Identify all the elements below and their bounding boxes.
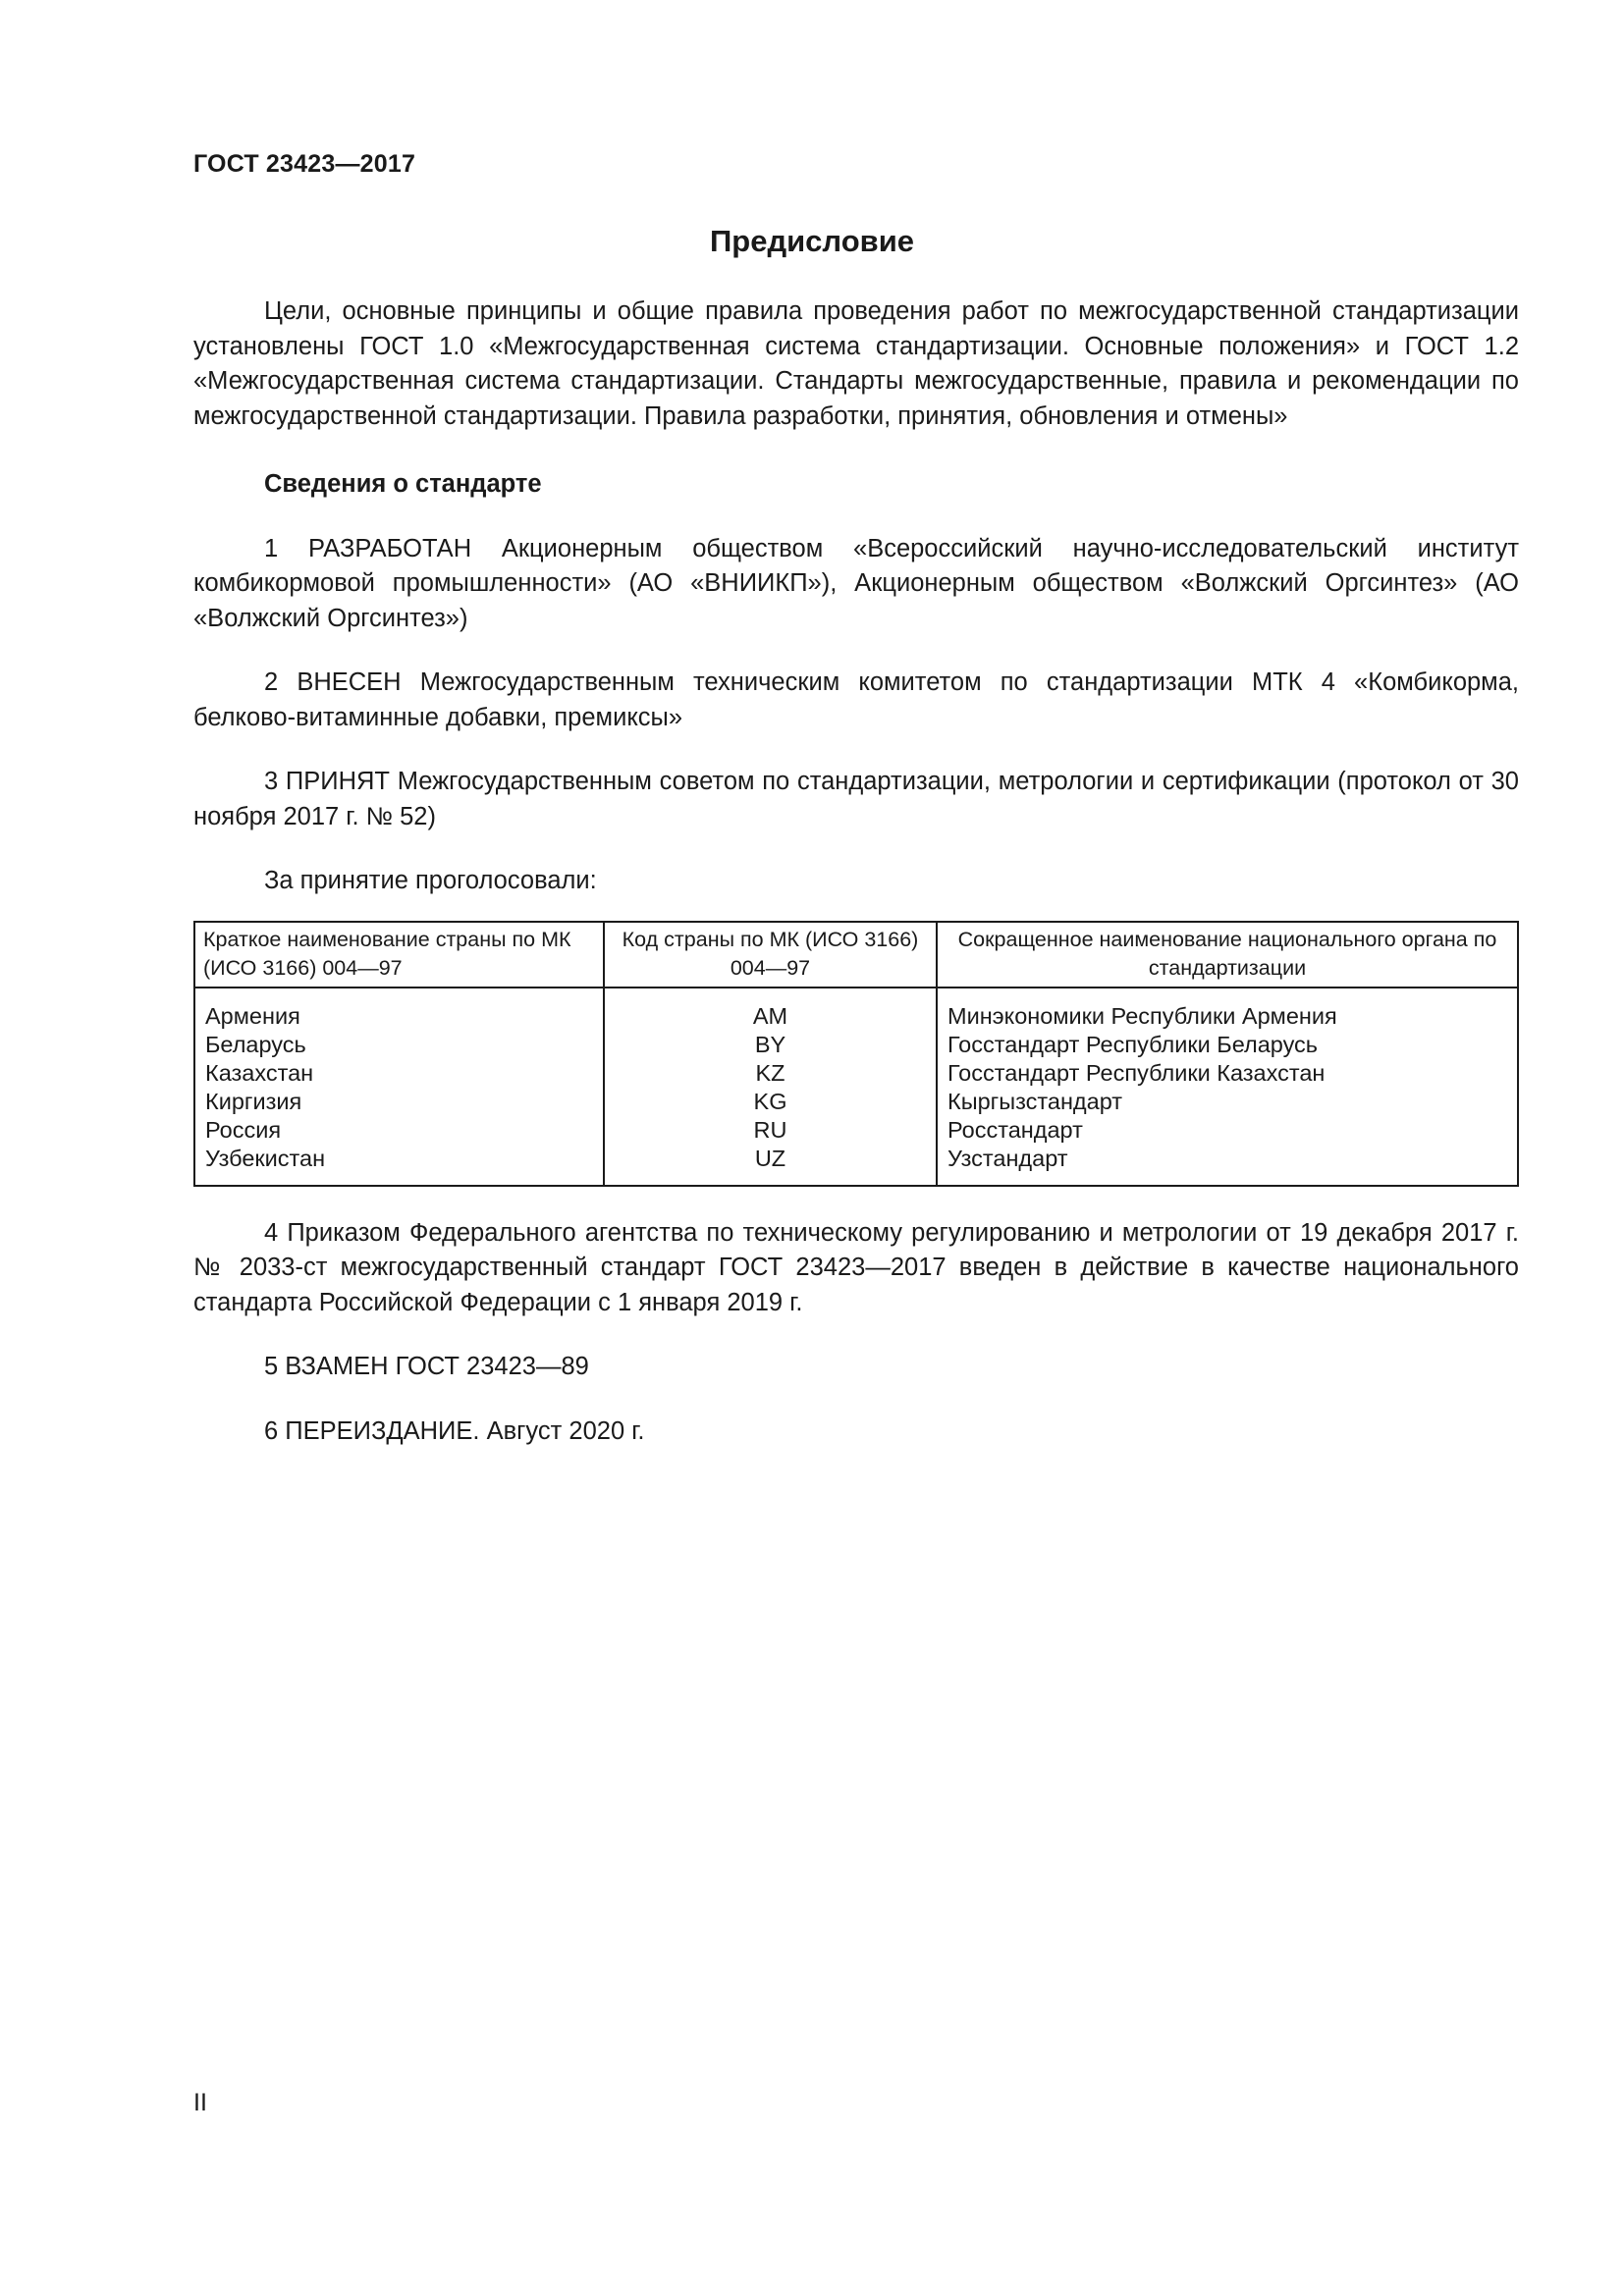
document-code: ГОСТ 23423—2017 — [193, 150, 416, 178]
code-cell: KG — [753, 1088, 787, 1114]
body-cell: Росстандарт — [947, 1116, 1083, 1143]
body-cell: Узстандарт — [947, 1145, 1068, 1171]
body-cell: Кыргызстандарт — [947, 1088, 1123, 1114]
code-cell: AM — [752, 1002, 788, 1029]
item-text: Акционерным обществом «Всероссийский научно-исследовательский институт комбикормовой промышленности» (АО «ВНИИКП»), Акционерным обществом «Волжский Оргсинтез» (АО «Волжский Оргсинтез») — [193, 534, 1519, 632]
item-key: РАЗРАБОТАН — [307, 534, 472, 562]
body-column — [937, 988, 1518, 1186]
code-column — [604, 988, 937, 1186]
item-number: 6 — [264, 1416, 279, 1445]
item-3 — [193, 765, 1519, 834]
page-number: II — [193, 2089, 207, 2116]
table-body-row — [194, 988, 1518, 1186]
vote-intro: За принятие проголосовали: — [264, 867, 597, 894]
country-cell: Казахстан — [205, 1059, 314, 1086]
item-number: 4 — [264, 1218, 279, 1247]
item-key: ВНЕСЕН — [297, 668, 402, 696]
item-number: 1 — [264, 534, 279, 562]
table-header-row — [194, 922, 1518, 988]
country-cell: Россия — [205, 1116, 282, 1143]
item-text: Межгосударственным техническим комитетом по стандартизации МТК 4 «Комбикорма, белково-витаминные добавки, премиксы» — [193, 668, 1519, 731]
item-number: 2 — [264, 668, 279, 696]
item-number: 3 — [264, 768, 279, 795]
item-text: Межгосударственным советом по стандартизации, метрологии и сертификации (протокол от 30 ноября 2017 г. № 52) — [193, 768, 1519, 830]
item-2 — [193, 666, 1519, 735]
item-5 — [193, 1350, 1519, 1385]
code-cell: UZ — [754, 1145, 786, 1171]
country-cell: Армения — [205, 1002, 300, 1029]
intro-paragraph: Цели, основные принципы и общие правила проведения работ по межгосударственной стандартизации установлены ГОСТ 1.0 «Межгосударственная система стандартизации. Основные положения» и ГОСТ 1.2 «Межгосударственная система стандартизации. Стандарты межгосударственные, правила и рекомендации по межгосударственной стандартизации. Правила разработки, принятия, обновления и отмены» — [193, 297, 1519, 430]
header-code: Код страны по МК (ИСО 3166) 004—97 — [604, 922, 937, 988]
country-cell: Беларусь — [205, 1031, 306, 1057]
body-cell: Минэкономики Республики Армения — [947, 1002, 1337, 1029]
section-heading: Сведения о стандарте — [264, 470, 542, 498]
country-cell: Узбекистан — [205, 1145, 326, 1171]
body-cell: Госстандарт Республики Беларусь — [947, 1031, 1319, 1057]
code-cell: KZ — [755, 1059, 785, 1086]
code-cell: RU — [753, 1116, 787, 1143]
voting-table-wrapper — [193, 921, 1519, 1187]
item-4 — [193, 1216, 1519, 1321]
country-cell: Киргизия — [205, 1088, 302, 1114]
main-content — [193, 294, 1519, 1449]
country-column — [194, 988, 604, 1186]
item-text: Приказом Федерального агентства по техническому регулированию и метрологии от 19 декабря 2017 г. № 2033-ст межгосударственный стандарт ГОСТ 23423—2017 введен в действие в качестве национального стандарта Российской Федерации с 1 января 2019 г. — [193, 1218, 1519, 1316]
header-body: Сокращенное наименование национального органа по стандартизации — [937, 922, 1518, 988]
item-6 — [193, 1415, 1519, 1450]
header-country: Краткое наименование страны по МК (ИСО 3166) 004—97 — [194, 922, 604, 988]
body-cell: Госстандарт Республики Казахстан — [947, 1059, 1326, 1086]
item-text: ПЕРЕИЗДАНИЕ. Август 2020 г. — [285, 1416, 645, 1445]
voting-table — [193, 921, 1519, 1187]
item-number: 5 — [264, 1353, 279, 1380]
item-1 — [193, 532, 1519, 637]
page-title: Предисловие — [709, 224, 914, 258]
item-text: ВЗАМЕН ГОСТ 23423—89 — [285, 1353, 589, 1380]
code-cell: BY — [754, 1031, 786, 1057]
item-key: ПРИНЯТ — [285, 768, 390, 795]
